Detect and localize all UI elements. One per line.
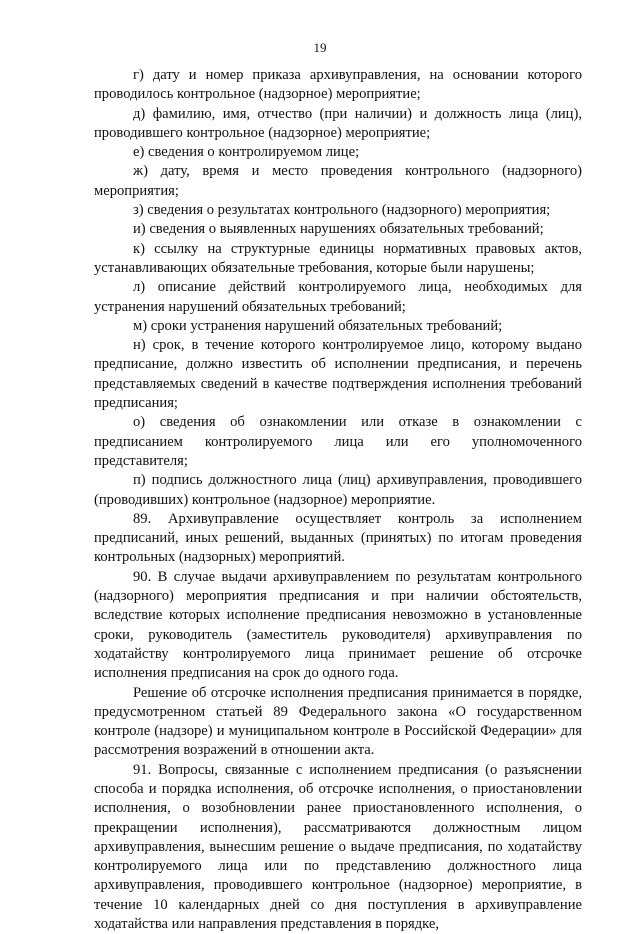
list-item-m: м) сроки устранения нарушений обязательных требований; <box>133 317 503 334</box>
list-item-d: д) фамилию, имя, отчество (при наличии) и должность лица (лиц), проводившего контрольное (надзорное) мероприятие; <box>94 105 582 141</box>
clause-90: 90. В случае выдачи архивуправлением по результатам контрольного (надзорного) мероприятия предписания и при наличии обстоятельств, вследствие которых исполнение предписания невозможно в установленные сроки, руководитель (заместитель руководителя) архивуправления по ходатайству контролируемого лица принимает решение об отсрочке исполнения предписания на срок до одного года. <box>94 568 582 682</box>
list-item-z: з) сведения о результатах контрольного (надзорного) мероприятия; <box>133 202 551 219</box>
list-item-n: н) срок, в течение которого контролируемое лицо, которому выдано предписание, должно известить об исполнении предписания, и перечень представляемых сведений в качестве подтверждения исполнения требований предписания; <box>94 337 582 412</box>
list-item-g: г) дату и номер приказа архивуправления, на основании которого проводилось контрольное (надзорное) мероприятие; <box>94 67 582 103</box>
list-item-k: к) ссылку на структурные единицы нормативных правовых актов, устанавливающих обязательные требования, которые были нарушены; <box>94 240 582 276</box>
list-item-p: п) подпись должностного лица (лиц) архивуправления, проводившего (проводивших) контрольное (надзорное) мероприятие. <box>94 472 582 508</box>
list-item-o: о) сведения об ознакомлении или отказе в ознакомлении с предписанием контролируемого лица или его уполномоченного представителя; <box>94 414 582 469</box>
clause-91: 91. Вопросы, связанные с исполнением предписания (о разъяснении способа и порядка исполнения, об отсрочке исполнения, о приостановлении исполнения, о возобновлении ранее приостановленного исполнения, о прекращении исполнения), рассматриваются должностным лицом архивуправления, вынесшим решение о выдаче предписания, по ходатайству контролируемого лица или по представлению должностного лица архивуправления, проводившего контрольное (надзорное) мероприятие, в течение 10 календарных дней со дня поступления в архивуправление ходатайства или направления представления в порядке, <box>94 761 582 933</box>
page-number: 19 <box>313 40 327 55</box>
document-body <box>94 66 582 934</box>
list-item-l: л) описание действий контролируемого лица, необходимых для устранения нарушений обязательных требований; <box>94 279 582 315</box>
clause-90-continuation: Решение об отсрочке исполнения предписания принимается в порядке, предусмотренном статьей 89 Федерального закона «О государственном контроле (надзоре) и муниципальном контроле в Российской Федерации» для рассмотрения возражений в отношении акта. <box>94 684 582 759</box>
list-item-i: и) сведения о выявленных нарушениях обязательных требований; <box>133 221 544 238</box>
clause-89: 89. Архивуправление осуществляет контроль за исполнением предписаний, иных решений, выданных (принятых) по итогам проведения контрольных (надзорных) мероприятий. <box>94 510 582 566</box>
list-item-zh: ж) дату, время и место проведения контрольного (надзорного) мероприятия; <box>94 163 582 199</box>
list-item-e: е) сведения о контролируемом лице; <box>133 144 360 161</box>
